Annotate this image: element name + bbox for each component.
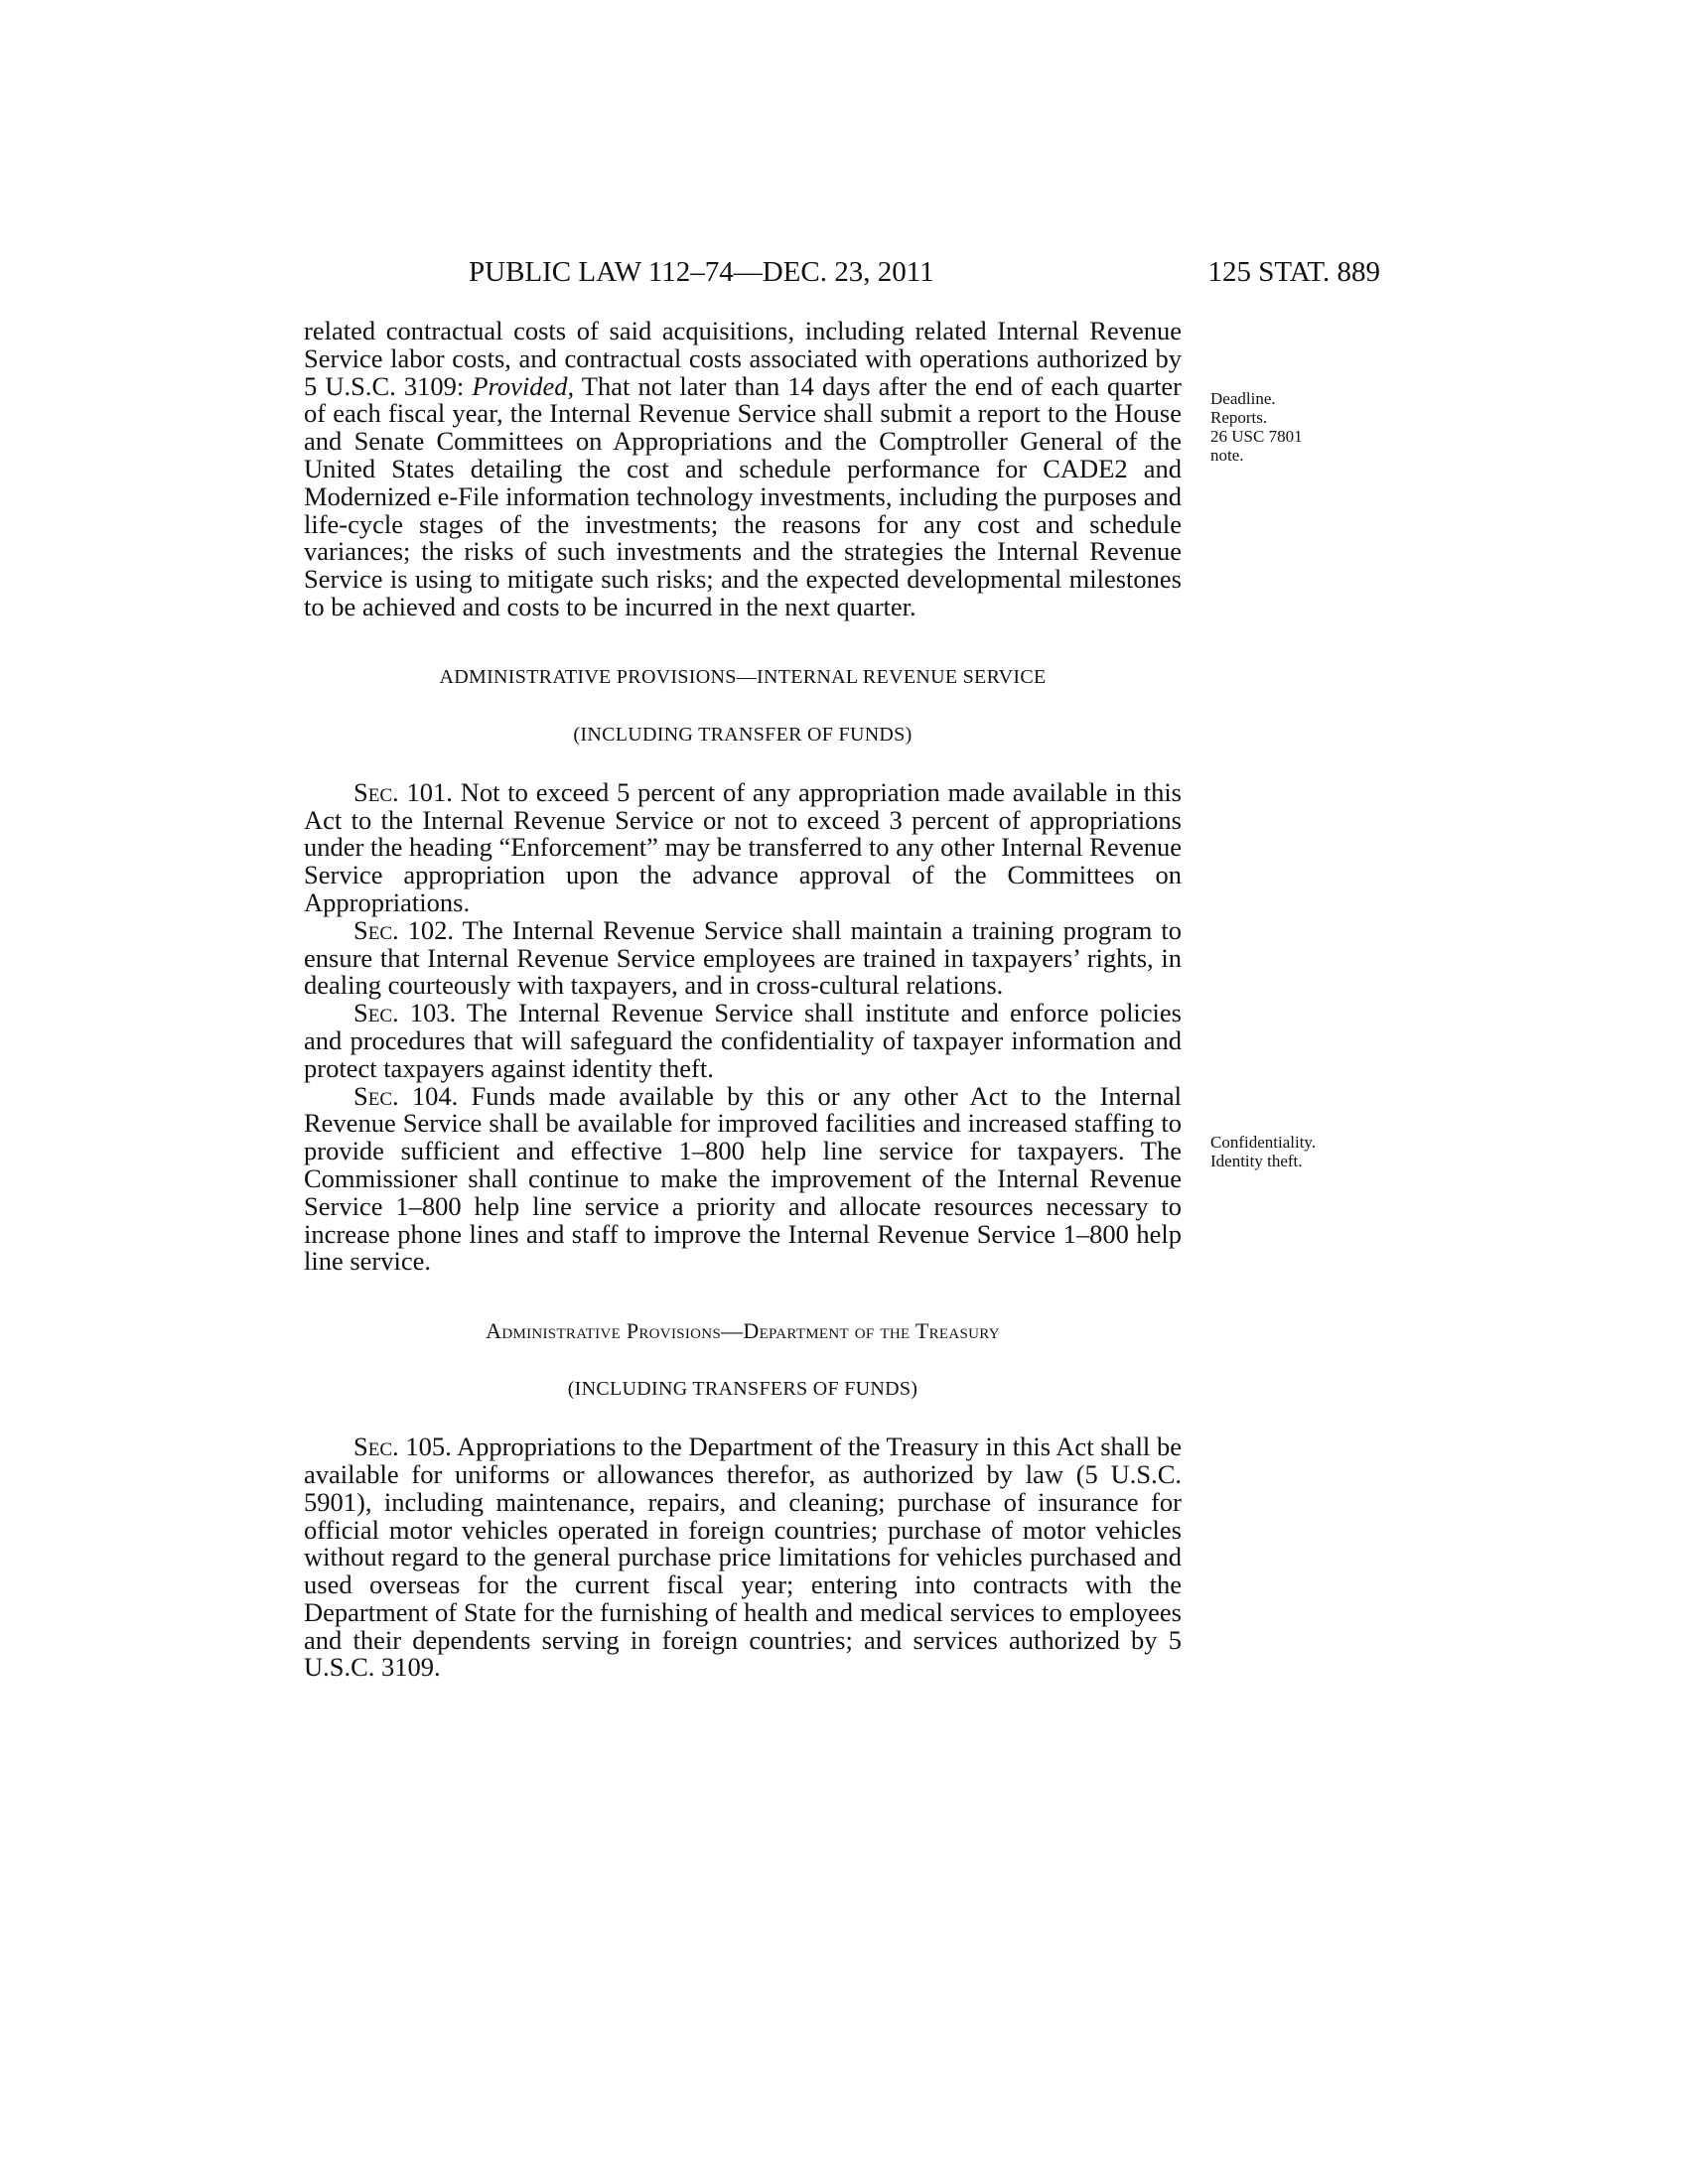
intro-text-after: That not later than 14 days after the end of each quarter of each fiscal year, the Internal Revenue Service shall submit a report to the House and Senate Committees on Appropriations and the Comptroller General of the United States detailing the cost and schedule performance for CADE2 and Modernized e-File information technology investments, including the purposes and life-cycle stages of the investments; the reasons for any cost and schedule variances; the risks of such investments and the strategies the Internal Revenue Service is using to mitigate such risks; and the expected developmental milestones to be achieved and costs to be incurred in the next quarter. — [304, 370, 1182, 621]
section-105-label: Sec. 105. — [353, 1432, 452, 1462]
irs-provisions-heading: ADMINISTRATIVE PROVISIONS—INTERNAL REVENUE SERVICE — [439, 665, 1047, 688]
section-102 — [304, 914, 1182, 1001]
section-101-text: Not to exceed 5 percent of any appropriation made available in this Act to the Internal Revenue Service or not to exceed 3 percent of appropriations under the heading “Enforcement” may be transferred to any other Internal Revenue Service appropriation upon the advance approval of the Committees on Appropriations. — [304, 776, 1182, 917]
margin-note-note-line: note. — [1210, 446, 1244, 465]
section-104-label: Sec. 104. — [353, 1080, 459, 1111]
margin-note-usc-line: 26 USC 7801 — [1210, 427, 1303, 446]
margin-note-reports-line: Reports. — [1210, 408, 1268, 427]
section-102-label: Sec. 102. — [353, 914, 455, 945]
section-101 — [304, 776, 1182, 917]
running-head-title: PUBLIC LAW 112–74—DEC. 23, 2011 — [469, 256, 934, 288]
section-103-label: Sec. 103. — [353, 998, 457, 1028]
treasury-provisions-subheading: (INCLUDING TRANSFERS OF FUNDS) — [567, 1378, 918, 1401]
margin-note-deadline-line: Deadline. — [1210, 389, 1276, 408]
running-head — [304, 252, 1380, 292]
statute-page-number: 125 STAT. 889 — [1207, 256, 1380, 288]
section-104 — [304, 1080, 1182, 1277]
treasury-provisions-heading: Administrative Provisions—Department of the Treasury — [486, 1318, 1000, 1344]
section-104-text: Funds made available by this or any other Act to the Internal Revenue Service shall be available for improved facilities and increased staffing to provide sufficient and effective 1–800 help line service for taxpayers. The Commissioner shall continue to make the improvement of the Internal Revenue Service 1–800 help line service a priority and allocate resources necessary to increase phone lines and staff to improve the Internal Revenue Service 1–800 help line service. — [304, 1080, 1182, 1277]
section-103-text: The Internal Revenue Service shall institute and enforce policies and procedures that will safeguard the confidentiality of taxpayer information and protect taxpayers against identity theft. — [304, 998, 1182, 1083]
section-103 — [304, 1000, 1182, 1082]
margin-note-identity-theft-line: Identity theft. — [1210, 1152, 1303, 1170]
irs-provisions-subheading: (INCLUDING TRANSFER OF FUNDS) — [573, 723, 913, 746]
margin-note-confidentiality-line: Confidentiality. — [1210, 1133, 1317, 1152]
intro-italic-proviso: Provided, — [472, 370, 575, 401]
section-105 — [304, 1433, 1182, 1682]
section-101-label: Sec. 101. — [353, 776, 453, 807]
intro-text-before: related contractual costs of said acquisitions, including related Internal Revenue Service labor costs, and contractual costs associated with operations authorized by 5 U.S.C. 3109: — [304, 316, 1182, 401]
intro-paragraph — [304, 318, 1182, 621]
section-105-text: Appropriations to the Department of the Treasury in this Act shall be available for uniforms or allowances therefor, as authorized by law (5 U.S.C. 5901), including maintenance, repairs, and cleaning; purchase of insurance for official motor vehicles operated in foreign countries; purchase of motor vehicles without regard to the general purchase price limitations for vehicles purchased and used overseas for the current fiscal year; entering into contracts with the Department of State for the furnishing of health and medical services to employees and their dependents serving in foreign countries; and services authorized by 5 U.S.C. 3109. — [304, 1432, 1182, 1683]
margin-note-confidentiality — [1210, 1133, 1359, 1170]
section-102-text: The Internal Revenue Service shall maintain a training program to ensure that Internal Revenue Service employees are trained in taxpayers’ rights, in dealing courteously with taxpayers, and in cross-cultural relations. — [304, 914, 1182, 1001]
body-text — [304, 318, 1182, 1682]
margin-note-deadline — [1210, 389, 1359, 465]
